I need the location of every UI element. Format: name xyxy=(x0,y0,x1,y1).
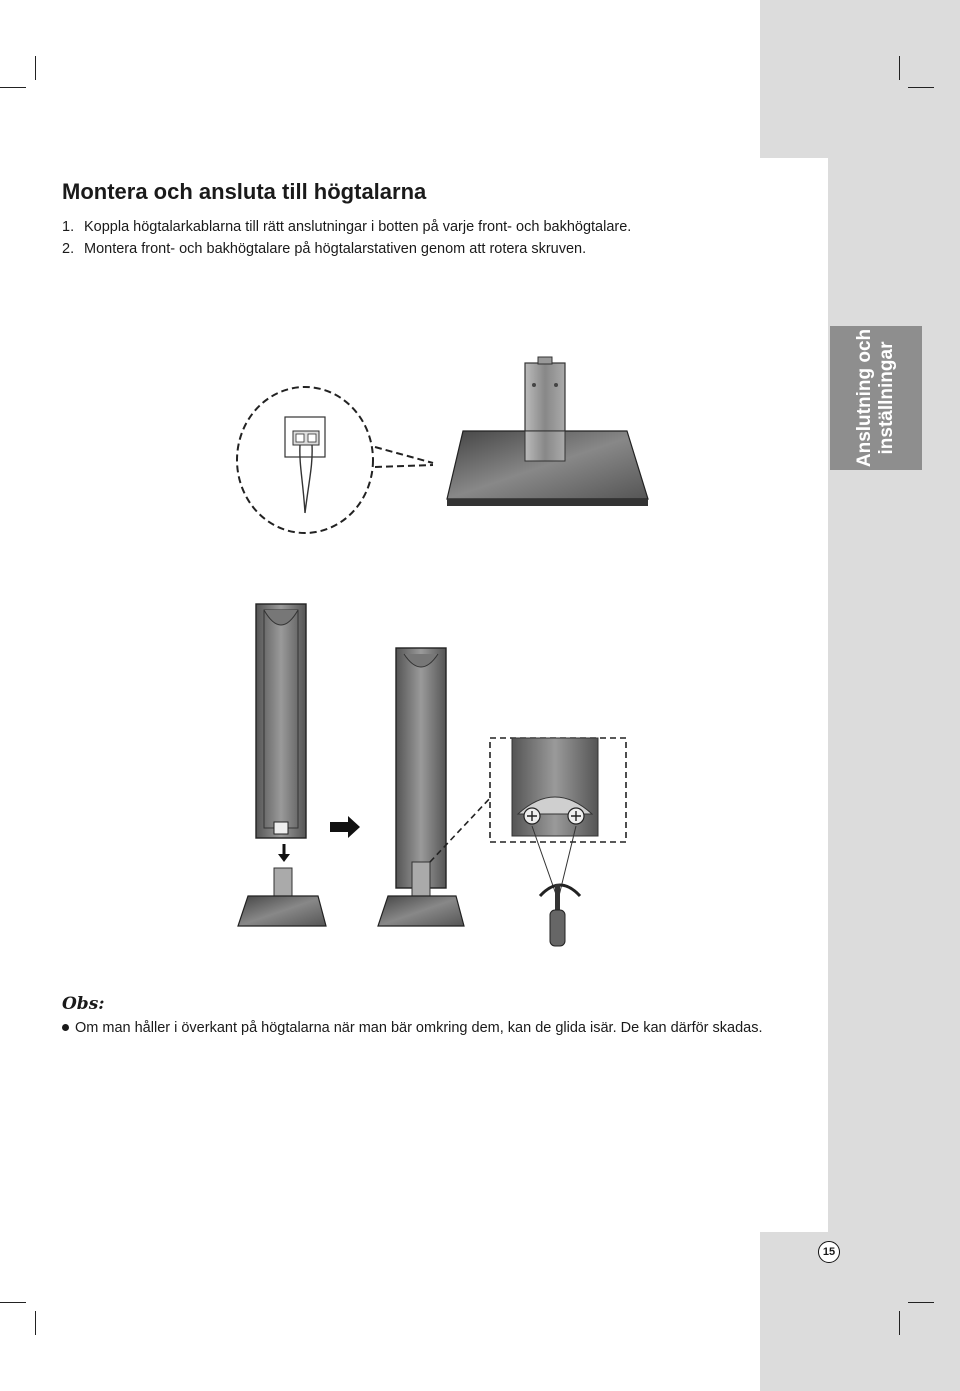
side-band-top xyxy=(760,0,960,158)
note-text: Om man håller i överkant på högtalarna när man bär omkring dem, kan de glida isär. De kan därför skadas. xyxy=(75,1020,763,1036)
step-2-text: Montera front- och bakhögtalare på högtalarstativen genom att rotera skruven. xyxy=(84,241,587,257)
crop-mark xyxy=(35,56,36,80)
section-tab-line2: inställningar xyxy=(876,341,897,455)
speaker-assembly-figure xyxy=(230,600,650,960)
speaker-upright xyxy=(256,604,306,838)
step-2 xyxy=(62,239,586,259)
step-1-number: 1. xyxy=(62,219,75,235)
crop-mark xyxy=(908,87,934,88)
section-tab-line1: Anslutning och xyxy=(854,328,875,468)
section-tab xyxy=(830,326,922,470)
note-bullet xyxy=(62,1018,763,1038)
crop-mark xyxy=(0,1302,26,1303)
stand-connection-figure xyxy=(225,355,655,540)
crop-mark xyxy=(0,87,26,88)
step-1-text: Koppla högtalarkablarna till rätt anslutningar i botten på varje front- och bakhögtalare. xyxy=(84,219,632,235)
step-2-number: 2. xyxy=(62,241,75,257)
note-title: Obs: xyxy=(62,994,105,1014)
page-number: 15 xyxy=(818,1241,840,1263)
page-title: Montera och ansluta till högtalarna xyxy=(62,179,427,204)
crop-mark xyxy=(35,1311,36,1335)
side-band-bottom xyxy=(760,1232,960,1391)
crop-mark xyxy=(908,1302,934,1303)
crop-mark xyxy=(899,56,900,80)
crop-mark xyxy=(899,1311,900,1335)
bullet-icon xyxy=(62,1024,69,1031)
step-1 xyxy=(62,217,631,237)
speaker-mounted xyxy=(378,648,464,926)
